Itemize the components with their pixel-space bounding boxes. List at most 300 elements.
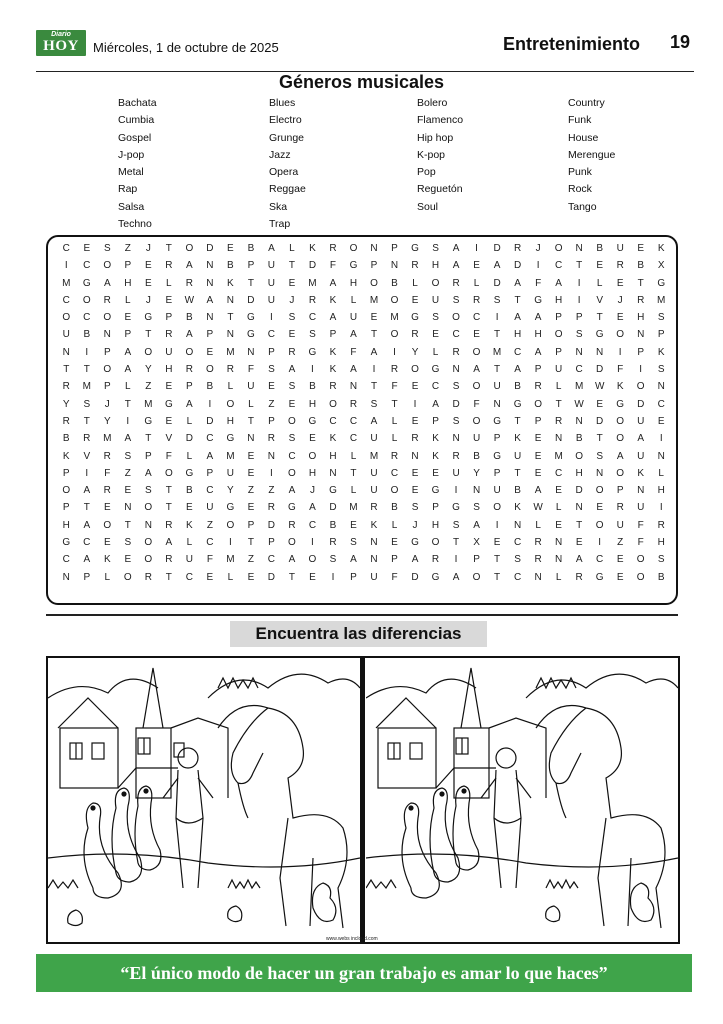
grid-letter[interactable]: O (411, 364, 419, 376)
grid-letter[interactable]: T (514, 294, 521, 306)
grid-letter[interactable]: F (535, 277, 542, 289)
grid-letter[interactable]: T (145, 433, 152, 445)
grid-letter[interactable]: O (308, 450, 317, 462)
grid-letter[interactable]: A (124, 433, 132, 445)
grid-letter[interactable]: E (309, 571, 316, 583)
grid-letter[interactable]: N (124, 502, 132, 514)
grid-letter[interactable]: A (288, 485, 296, 497)
grid-letter[interactable]: F (329, 260, 337, 272)
grid-letter[interactable]: T (494, 554, 501, 566)
grid-letter[interactable]: A (575, 554, 583, 566)
grid-letter[interactable]: P (329, 329, 337, 341)
grid-letter[interactable]: H (349, 277, 358, 289)
grid-letter[interactable]: O (431, 277, 440, 289)
grid-letter[interactable]: I (495, 519, 499, 531)
grid-letter[interactable]: A (206, 294, 214, 306)
grid-letter[interactable]: U (247, 381, 255, 393)
grid-letter[interactable]: N (596, 346, 604, 358)
grid-letter[interactable]: Z (247, 485, 254, 497)
grid-letter[interactable]: O (431, 537, 440, 549)
grid-letter[interactable]: L (248, 398, 254, 410)
grid-letter[interactable]: D (267, 571, 276, 583)
grid-letter[interactable]: O (390, 485, 399, 497)
grid-letter[interactable]: U (637, 502, 645, 514)
grid-letter[interactable]: M (492, 346, 502, 358)
grid-letter[interactable]: P (493, 467, 501, 479)
grid-letter[interactable]: R (431, 554, 440, 566)
grid-letter[interactable]: I (598, 537, 602, 549)
grid-letter[interactable]: O (616, 415, 625, 427)
grid-letter[interactable]: P (124, 260, 132, 272)
grid-letter[interactable]: A (473, 364, 480, 376)
grid-letter[interactable]: R (288, 346, 296, 358)
grid-letter[interactable]: S (103, 243, 111, 254)
grid-letter[interactable]: L (125, 294, 131, 306)
grid-letter[interactable]: Z (206, 519, 213, 531)
grid-letter[interactable]: F (637, 537, 644, 549)
grid-letter[interactable]: U (637, 415, 645, 427)
grid-letter[interactable]: N (370, 554, 378, 566)
grid-letter[interactable]: L (432, 346, 439, 358)
grid-letter[interactable]: N (370, 243, 378, 254)
grid-letter[interactable]: O (534, 398, 542, 410)
grid-letter[interactable]: E (432, 467, 439, 479)
grid-letter[interactable]: O (554, 329, 563, 341)
grid-letter[interactable]: A (534, 312, 542, 324)
grid-letter[interactable]: T (124, 398, 131, 410)
grid-letter[interactable]: C (267, 329, 276, 341)
grid-letter[interactable]: E (370, 312, 378, 324)
grid-letter[interactable]: A (186, 398, 193, 410)
grid-letter[interactable]: L (186, 450, 193, 462)
grid-letter[interactable]: N (62, 346, 70, 358)
grid-letter[interactable]: O (288, 537, 296, 549)
grid-letter[interactable]: T (83, 502, 90, 514)
grid-letter[interactable]: H (555, 294, 563, 306)
grid-letter[interactable]: F (104, 467, 111, 479)
grid-letter[interactable]: S (268, 364, 275, 376)
grid-letter[interactable]: R (555, 415, 563, 427)
grid-letter[interactable]: E (247, 467, 255, 479)
grid-letter[interactable]: R (472, 294, 481, 306)
grid-letter[interactable]: C (513, 571, 522, 583)
grid-letter[interactable]: U (555, 364, 563, 376)
grid-letter[interactable]: G (431, 571, 440, 583)
grid-letter[interactable]: R (329, 537, 337, 549)
grid-letter[interactable]: L (555, 381, 562, 393)
grid-letter[interactable]: B (514, 485, 521, 497)
grid-letter[interactable]: C (83, 260, 91, 272)
grid-letter[interactable]: A (534, 346, 542, 358)
grid-letter[interactable]: C (513, 537, 522, 549)
grid-letter[interactable]: L (555, 571, 562, 583)
grid-letter[interactable]: T (63, 364, 70, 376)
grid-letter[interactable]: I (475, 243, 478, 254)
grid-letter[interactable]: C (555, 260, 563, 272)
grid-letter[interactable]: C (83, 537, 91, 549)
grid-letter[interactable]: N (555, 433, 563, 445)
grid-letter[interactable]: O (103, 364, 112, 376)
grid-letter[interactable]: E (473, 329, 480, 341)
grid-letter[interactable]: T (453, 537, 460, 549)
grid-letter[interactable]: K (370, 519, 378, 531)
grid-letter[interactable]: K (514, 433, 521, 445)
grid-letter[interactable]: P (534, 415, 542, 427)
grid-letter[interactable]: E (144, 260, 152, 272)
grid-letter[interactable]: P (391, 243, 398, 254)
grid-letter[interactable]: O (472, 346, 481, 358)
grid-letter[interactable]: D (206, 243, 214, 254)
grid-letter[interactable]: O (472, 415, 481, 427)
grid-letter[interactable]: G (411, 537, 419, 549)
grid-letter[interactable]: O (288, 467, 296, 479)
grid-letter[interactable]: I (659, 433, 663, 445)
grid-letter[interactable]: E (124, 485, 132, 497)
grid-letter[interactable]: A (83, 519, 91, 531)
grid-letter[interactable]: H (124, 277, 132, 289)
grid-letter[interactable]: P (186, 381, 193, 393)
grid-letter[interactable]: S (124, 450, 132, 462)
grid-letter[interactable]: O (472, 381, 481, 393)
grid-letter[interactable]: S (575, 329, 583, 341)
grid-letter[interactable]: P (350, 571, 357, 583)
grid-letter[interactable]: E (288, 398, 296, 410)
grid-letter[interactable]: O (82, 294, 91, 306)
grid-letter[interactable]: O (595, 519, 604, 531)
grid-letter[interactable]: O (575, 450, 584, 462)
grid-letter[interactable]: S (657, 312, 665, 324)
grid-letter[interactable]: L (125, 381, 131, 393)
grid-letter[interactable]: O (185, 243, 194, 254)
grid-letter[interactable]: M (82, 381, 91, 393)
grid-letter[interactable]: M (574, 381, 584, 393)
grid-letter[interactable]: M (226, 554, 235, 566)
grid-letter[interactable]: M (390, 312, 399, 324)
grid-letter[interactable]: T (555, 398, 562, 410)
grid-letter[interactable]: O (144, 537, 153, 549)
grid-letter[interactable]: I (85, 467, 89, 479)
grid-letter[interactable]: N (513, 519, 522, 531)
grid-letter[interactable]: H (308, 398, 317, 410)
grid-letter[interactable]: L (186, 415, 193, 427)
grid-letter[interactable]: O (390, 294, 399, 306)
grid-letter[interactable]: K (616, 381, 624, 393)
grid-letter[interactable]: R (411, 329, 419, 341)
grid-letter[interactable]: P (534, 364, 542, 376)
grid-letter[interactable]: E (165, 381, 173, 393)
grid-letter[interactable]: A (186, 260, 193, 272)
grid-letter[interactable]: T (370, 381, 378, 393)
grid-letter[interactable]: T (576, 519, 583, 531)
grid-letter[interactable]: X (473, 537, 480, 549)
grid-letter[interactable]: K (637, 467, 645, 479)
grid-letter[interactable]: N (144, 519, 152, 531)
grid-letter[interactable]: R (411, 433, 419, 445)
grid-letter[interactable]: E (432, 329, 439, 341)
grid-letter[interactable]: C (329, 415, 337, 427)
grid-letter[interactable]: E (124, 554, 132, 566)
grid-letter[interactable]: R (165, 329, 173, 341)
grid-letter[interactable]: G (164, 398, 173, 410)
grid-letter[interactable]: W (184, 294, 195, 306)
grid-letter[interactable]: P (206, 329, 214, 341)
grid-letter[interactable]: N (575, 415, 583, 427)
grid-letter[interactable]: H (534, 329, 542, 341)
grid-letter[interactable]: L (596, 277, 603, 289)
grid-letter[interactable]: A (514, 364, 521, 376)
grid-letter[interactable]: U (616, 519, 624, 531)
grid-letter[interactable]: R (308, 294, 317, 306)
grid-letter[interactable]: W (533, 502, 543, 514)
grid-letter[interactable]: O (554, 243, 563, 254)
grid-letter[interactable]: T (83, 364, 90, 376)
grid-letter[interactable]: T (165, 243, 172, 254)
grid-letter[interactable]: I (270, 467, 273, 479)
grid-letter[interactable]: R (452, 346, 460, 358)
grid-letter[interactable]: N (206, 277, 214, 289)
grid-letter[interactable]: I (659, 502, 663, 514)
grid-letter[interactable]: K (514, 502, 521, 514)
grid-letter[interactable]: E (247, 450, 255, 462)
grid-letter[interactable]: R (267, 433, 276, 445)
grid-letter[interactable]: U (370, 571, 378, 583)
grid-letter[interactable]: K (329, 294, 337, 306)
grid-letter[interactable]: R (452, 277, 460, 289)
grid-letter[interactable]: B (83, 329, 91, 341)
grid-letter[interactable]: O (226, 398, 235, 410)
grid-letter[interactable]: N (472, 485, 481, 497)
grid-letter[interactable]: B (637, 260, 645, 272)
grid-letter[interactable]: E (165, 415, 173, 427)
grid-letter[interactable]: N (575, 243, 583, 254)
grid-letter[interactable]: J (617, 294, 623, 306)
grid-letter[interactable]: H (513, 329, 522, 341)
grid-letter[interactable]: A (329, 277, 337, 289)
grid-letter[interactable]: C (431, 381, 440, 393)
grid-letter[interactable]: E (411, 467, 419, 479)
grid-letter[interactable]: M (349, 502, 358, 514)
grid-letter[interactable]: S (432, 312, 439, 324)
grid-letter[interactable]: F (350, 346, 357, 358)
grid-letter[interactable]: U (513, 450, 522, 462)
grid-letter[interactable]: Z (124, 467, 131, 479)
grid-letter[interactable]: N (575, 346, 583, 358)
grid-letter[interactable]: X (657, 260, 665, 272)
grid-letter[interactable]: S (288, 312, 296, 324)
grid-letter[interactable]: R (165, 519, 173, 531)
grid-letter[interactable]: N (596, 467, 604, 479)
grid-letter[interactable]: L (350, 450, 357, 462)
grid-letter[interactable]: L (412, 277, 418, 289)
grid-letter[interactable]: L (535, 519, 541, 531)
grid-letter[interactable]: N (657, 450, 665, 462)
grid-letter[interactable]: C (452, 329, 460, 341)
grid-letter[interactable]: R (267, 502, 276, 514)
grid-letter[interactable]: V (165, 433, 173, 445)
grid-letter[interactable]: G (62, 537, 71, 549)
grid-letter[interactable]: R (637, 294, 645, 306)
grid-letter[interactable]: R (185, 277, 193, 289)
grid-letter[interactable]: E (288, 329, 296, 341)
grid-letter[interactable]: B (247, 243, 255, 254)
grid-letter[interactable]: C (308, 519, 317, 531)
grid-letter[interactable]: C (62, 294, 70, 306)
grid-letter[interactable]: G (452, 502, 460, 514)
grid-letter[interactable]: S (83, 398, 91, 410)
grid-letter[interactable]: N (226, 294, 234, 306)
grid-letter[interactable]: N (329, 467, 337, 479)
grid-letter[interactable]: G (185, 467, 194, 479)
grid-letter[interactable]: O (616, 433, 625, 445)
grid-letter[interactable]: O (595, 485, 604, 497)
grid-letter[interactable]: A (268, 243, 275, 254)
grid-letter[interactable]: M (226, 346, 235, 358)
grid-letter[interactable]: N (349, 381, 358, 393)
grid-letter[interactable]: E (227, 243, 234, 254)
grid-letter[interactable]: I (372, 364, 376, 376)
grid-letter[interactable]: U (370, 433, 378, 445)
grid-letter[interactable]: A (309, 502, 316, 514)
grid-letter[interactable]: P (657, 329, 665, 341)
grid-letter[interactable]: P (103, 346, 111, 358)
grid-letter[interactable]: R (165, 260, 173, 272)
grid-letter[interactable]: I (64, 260, 68, 272)
grid-letter[interactable]: O (329, 398, 337, 410)
grid-letter[interactable]: E (124, 312, 132, 324)
grid-letter[interactable]: U (349, 312, 358, 324)
grid-letter[interactable]: H (637, 312, 645, 324)
grid-letter[interactable]: O (616, 467, 625, 479)
grid-letter[interactable]: O (616, 329, 625, 341)
grid-letter[interactable]: I (331, 571, 335, 583)
grid-letter[interactable]: P (268, 415, 275, 427)
grid-letter[interactable]: T (165, 502, 172, 514)
grid-letter[interactable]: U (165, 346, 173, 358)
grid-letter[interactable]: P (144, 450, 152, 462)
grid-letter[interactable]: P (124, 329, 132, 341)
grid-letter[interactable]: G (431, 485, 440, 497)
grid-letter[interactable]: R (349, 398, 358, 410)
grid-letter[interactable]: A (83, 554, 91, 566)
grid-letter[interactable]: N (390, 260, 399, 272)
grid-letter[interactable]: G (616, 398, 625, 410)
grid-letter[interactable]: E (186, 502, 193, 514)
grid-letter[interactable]: M (144, 398, 153, 410)
grid-letter[interactable]: O (205, 364, 214, 376)
grid-letter[interactable]: S (329, 554, 337, 566)
grid-letter[interactable]: Z (145, 381, 152, 393)
grid-letter[interactable]: R (329, 381, 337, 393)
grid-letter[interactable]: K (227, 277, 234, 289)
grid-letter[interactable]: K (432, 450, 439, 462)
grid-letter[interactable]: U (431, 294, 440, 306)
grid-letter[interactable]: R (513, 243, 522, 254)
grid-letter[interactable]: T (370, 329, 378, 341)
grid-letter[interactable]: G (534, 294, 542, 306)
grid-letter[interactable]: A (452, 243, 460, 254)
grid-letter[interactable]: O (103, 312, 112, 324)
grid-letter[interactable]: A (452, 571, 460, 583)
grid-letter[interactable]: S (124, 537, 132, 549)
grid-letter[interactable]: E (616, 277, 624, 289)
grid-letter[interactable]: M (226, 450, 235, 462)
grid-letter[interactable]: Y (473, 467, 480, 479)
grid-letter[interactable]: Z (124, 243, 131, 254)
grid-letter[interactable]: K (103, 554, 111, 566)
grid-letter[interactable]: B (227, 260, 234, 272)
grid-letter[interactable]: C (555, 467, 563, 479)
grid-letter[interactable]: E (391, 537, 398, 549)
grid-letter[interactable]: G (308, 346, 317, 358)
grid-letter[interactable]: K (329, 346, 337, 358)
grid-letter[interactable]: S (596, 450, 603, 462)
grid-letter[interactable]: E (206, 346, 214, 358)
grid-letter[interactable]: N (657, 381, 665, 393)
grid-letter[interactable]: C (349, 433, 358, 445)
grid-letter[interactable]: D (308, 260, 317, 272)
grid-letter[interactable]: I (126, 415, 130, 427)
grid-letter[interactable]: G (247, 329, 255, 341)
grid-letter[interactable]: L (658, 467, 664, 479)
grid-letter[interactable]: D (267, 519, 276, 531)
grid-letter[interactable]: O (636, 571, 645, 583)
grid-letter[interactable]: S (657, 364, 665, 376)
grid-letter[interactable]: A (350, 554, 357, 566)
grid-letter[interactable]: C (267, 554, 276, 566)
grid-letter[interactable]: Y (62, 398, 70, 410)
grid-letter[interactable]: A (514, 312, 521, 324)
grid-letter[interactable]: K (309, 243, 316, 254)
grid-letter[interactable]: C (83, 312, 91, 324)
grid-letter[interactable]: T (288, 260, 295, 272)
grid-letter[interactable]: D (452, 398, 460, 410)
grid-letter[interactable]: T (514, 415, 521, 427)
grid-letter[interactable]: G (349, 260, 358, 272)
grid-letter[interactable]: S (288, 433, 296, 445)
grid-letter[interactable]: I (85, 346, 89, 358)
grid-letter[interactable]: E (206, 571, 214, 583)
grid-letter[interactable]: K (432, 433, 439, 445)
grid-letter[interactable]: U (493, 381, 501, 393)
grid-letter[interactable]: N (493, 398, 501, 410)
grid-letter[interactable]: O (144, 502, 153, 514)
grid-letter[interactable]: K (186, 519, 193, 531)
grid-letter[interactable]: A (350, 364, 357, 376)
grid-letter[interactable]: N (637, 329, 645, 341)
grid-letter[interactable]: B (514, 381, 521, 393)
grid-letter[interactable]: M (62, 277, 71, 289)
grid-letter[interactable]: U (472, 433, 481, 445)
grid-letter[interactable]: N (206, 312, 214, 324)
grid-letter[interactable]: O (452, 312, 460, 324)
grid-letter[interactable]: E (144, 277, 152, 289)
grid-letter[interactable]: E (493, 537, 501, 549)
grid-letter[interactable]: L (350, 485, 357, 497)
grid-letter[interactable]: N (247, 433, 255, 445)
grid-letter[interactable]: N (637, 485, 645, 497)
grid-letter[interactable]: I (577, 294, 581, 306)
grid-letter[interactable]: A (288, 554, 296, 566)
grid-letter[interactable]: G (144, 312, 153, 324)
grid-letter[interactable]: P (493, 433, 501, 445)
grid-letter[interactable]: E (411, 415, 419, 427)
grid-letter[interactable]: E (411, 485, 419, 497)
newspaper-logo[interactable] (36, 30, 86, 56)
grid-letter[interactable]: J (289, 294, 295, 306)
grid-letter[interactable]: H (431, 519, 440, 531)
grid-letter[interactable]: F (617, 364, 624, 376)
grid-letter[interactable]: Z (617, 537, 624, 549)
